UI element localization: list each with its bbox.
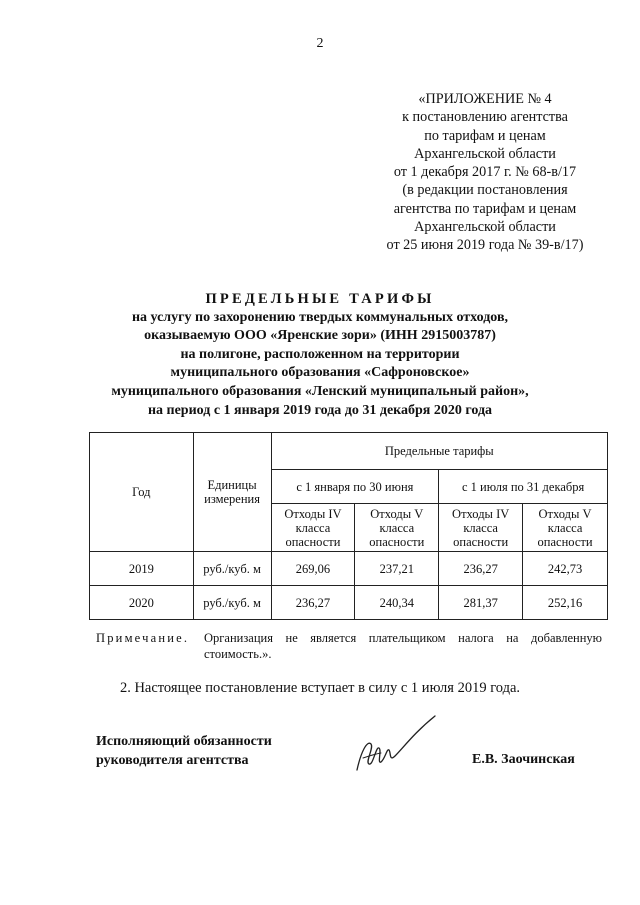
note-text: Организация не является плательщиком налога на добавленную стоимость.». — [204, 631, 602, 661]
cell-value: 240,34 — [355, 586, 439, 620]
title-line: муниципального образования «Сафроновское» — [170, 365, 470, 381]
appendix-line: от 25 июня 2019 года № 39-в/17) — [386, 237, 584, 254]
cell-value: 281,37 — [439, 586, 523, 620]
cell-unit: руб./куб. м — [193, 586, 271, 620]
title-line: оказываемую ООО «Яренские зори» (ИНН 2915003787) — [144, 328, 496, 344]
header-waste-class: Отходы IV класса опасности — [271, 504, 355, 552]
appendix-reference — [370, 90, 600, 255]
signer-position-line: руководителя агентства — [96, 752, 249, 768]
page-number: 2 — [316, 36, 324, 51]
appendix-line: Архангельской области — [414, 219, 556, 236]
appendix-line: по тарифам и ценам — [424, 127, 546, 144]
cell-value: 269,06 — [271, 552, 355, 586]
cell-year: 2020 — [90, 586, 194, 620]
cell-value: 236,27 — [439, 552, 523, 586]
document-title — [60, 290, 580, 420]
table-row — [90, 552, 608, 586]
title-line: на период с 1 января 2019 года до 31 декабря 2020 года — [147, 402, 493, 418]
appendix-line: (в редакции постановления — [402, 182, 568, 199]
header-waste-class: Отходы V класса опасности — [355, 504, 439, 552]
header-units: Единицы измерения — [193, 433, 271, 552]
cell-value: 252,16 — [523, 586, 608, 620]
appendix-line: к постановлению агентства — [402, 109, 568, 126]
title-line: на полигоне, расположенном на территории — [180, 346, 460, 362]
cell-value: 242,73 — [523, 552, 608, 586]
header-tariffs: Предельные тарифы — [271, 433, 607, 470]
cell-unit: руб./куб. м — [193, 552, 271, 586]
title-heading: ПРЕДЕЛЬНЫЕ ТАРИФЫ — [205, 291, 435, 307]
note-label: Примечание. — [96, 631, 190, 645]
title-line: на услугу по захоронению твердых коммунальных отходов, — [131, 309, 509, 325]
signer-position-line: Исполняющий обязанности — [96, 734, 272, 749]
tariffs-table — [89, 432, 608, 620]
appendix-line: от 1 декабря 2017 г. № 68-в/17 — [393, 164, 577, 181]
cell-year: 2019 — [90, 552, 194, 586]
signer-name: Е.В. Заочинская — [472, 752, 575, 767]
header-period-1: с 1 января по 30 июня — [271, 470, 439, 504]
cell-value: 237,21 — [355, 552, 439, 586]
table-row — [90, 586, 608, 620]
header-waste-class: Отходы IV класса опасности — [439, 504, 523, 552]
effective-date-paragraph: 2. Настоящее постановление вступает в силу с 1 июля 2019 года. — [119, 680, 521, 696]
appendix-line: «ПРИЛОЖЕНИЕ № 4 — [418, 91, 552, 107]
header-period-2: с 1 июля по 31 декабря — [439, 470, 608, 504]
appendix-line: Архангельской области — [414, 145, 556, 162]
appendix-line: агентства по тарифам и ценам — [393, 200, 577, 217]
header-year: Год — [90, 433, 194, 552]
signer-position — [96, 733, 272, 770]
handwritten-signature — [345, 712, 445, 782]
title-line: муниципального образования «Ленский муниципальный район», — [111, 383, 529, 399]
header-waste-class: Отходы V класса опасности — [523, 504, 608, 552]
cell-value: 236,27 — [271, 586, 355, 620]
